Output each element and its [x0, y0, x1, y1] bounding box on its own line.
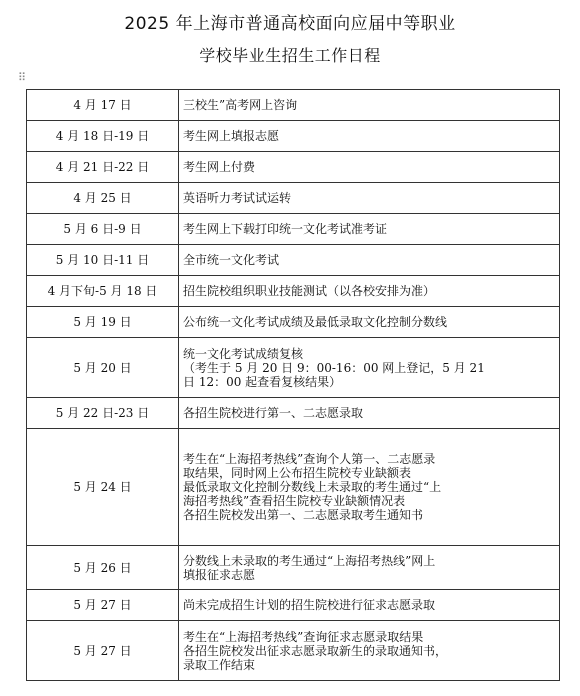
table-row [27, 183, 560, 214]
schedule-event [179, 90, 560, 121]
schedule-event-line: （考生于 5 月 20 日 9：00-16：00 网上登记，5 月 21 [183, 360, 485, 375]
schedule-event-line: 尚未完成招生计划的招生院校进行征求志愿录取 [183, 598, 436, 612]
schedule-date: 4 月 17 日 [27, 90, 179, 121]
schedule-event-line: 各招生院校进行第一、二志愿录取 [183, 406, 364, 420]
schedule-event [179, 429, 560, 546]
schedule-event [179, 338, 560, 398]
schedule-date: 4 月 18 日-19 日 [27, 121, 179, 152]
schedule-date: 5 月 27 日 [27, 590, 179, 621]
schedule-date: 5 月 24 日 [27, 429, 179, 546]
schedule-date: 4 月 25 日 [27, 183, 179, 214]
table-row [27, 429, 560, 546]
schedule-event-line: 考生网上付费 [183, 160, 256, 174]
schedule-date: 5 月 22 日-23 日 [27, 398, 179, 429]
schedule-event [179, 621, 560, 681]
schedule-event [179, 590, 560, 621]
table-drag-handle-icon[interactable]: ⠿ [18, 71, 27, 84]
table-row [27, 152, 560, 183]
schedule-event [179, 398, 560, 429]
schedule-event [179, 245, 560, 276]
schedule-date: 5 月 27 日 [27, 621, 179, 681]
table-row [27, 214, 560, 245]
table-row [27, 398, 560, 429]
schedule-event [179, 152, 560, 183]
schedule-event-line: 考生网上填报志愿 [183, 129, 280, 143]
table-row [27, 90, 560, 121]
table-row [27, 276, 560, 307]
table-row [27, 338, 560, 398]
schedule-table [26, 89, 560, 681]
table-row [27, 590, 560, 621]
schedule-event-line: 录取工作结束 [183, 657, 256, 672]
schedule-event [179, 121, 560, 152]
schedule-event-line: 海招考热线”查看招生院校专业缺额情况表 [183, 494, 406, 508]
schedule-event-line: 最低录取文化控制分数线上未录取的考生通过“上 [183, 480, 442, 494]
schedule-event [179, 546, 560, 590]
schedule-event-line: 三校生”高考网上咨询 [183, 98, 298, 112]
table-row [27, 307, 560, 338]
schedule-event-line: 各招生院校发出第一、二志愿录取考生通知书 [183, 508, 424, 522]
schedule-event-line: 日 12：00 起查看复核结果） [183, 374, 342, 389]
schedule-event-line: 填报征求志愿 [183, 567, 256, 582]
table-row [27, 546, 560, 590]
schedule-date: 5 月 19 日 [27, 307, 179, 338]
schedule-event-line: 英语听力考试试运转 [183, 191, 292, 205]
schedule-date: 5 月 26 日 [27, 546, 179, 590]
schedule-date: 5 月 20 日 [27, 338, 179, 398]
document-title-line-1: 2025 年上海市普通高校面向应届中等职业 [124, 14, 456, 34]
schedule-event-line: 统一文化考试成绩复核 [183, 346, 304, 361]
schedule-event-line: 分数线上未录取的考生通过“上海招考热线”网上 [183, 553, 436, 568]
schedule-event [179, 276, 560, 307]
document-title-line-2: 学校毕业生招生工作日程 [199, 46, 381, 65]
schedule-event [179, 214, 560, 245]
table-row [27, 121, 560, 152]
table-row [27, 245, 560, 276]
schedule-date: 4 月下旬-5 月 18 日 [27, 276, 179, 307]
schedule-event-line: 全市统一文化考试 [183, 253, 280, 267]
schedule-event [179, 183, 560, 214]
table-row [27, 621, 560, 681]
schedule-event-line: 各招生院校发出征求志愿录取新生的录取通知书， [183, 643, 448, 658]
schedule-event-line: 考生网上下载打印统一文化考试准考证 [183, 222, 388, 236]
schedule-date: 5 月 6 日-9 日 [27, 214, 179, 245]
schedule-event-line: 考生在“上海招考热线”查询征求志愿录取结果 [183, 629, 424, 644]
schedule-date: 4 月 21 日-22 日 [27, 152, 179, 183]
schedule-event-line: 考生在“上海招考热线”查询个人第一、二志愿录 [183, 452, 436, 466]
schedule-event-line: 招生院校组织职业技能测试（以各校安排为准） [183, 284, 436, 298]
schedule-event-line: 取结果，同时网上公布招生院校专业缺额表 [183, 466, 412, 480]
schedule-event [179, 307, 560, 338]
schedule-event-line: 公布统一文化考试成绩及最低录取文化控制分数线 [183, 315, 448, 329]
schedule-date: 5 月 10 日-11 日 [27, 245, 179, 276]
